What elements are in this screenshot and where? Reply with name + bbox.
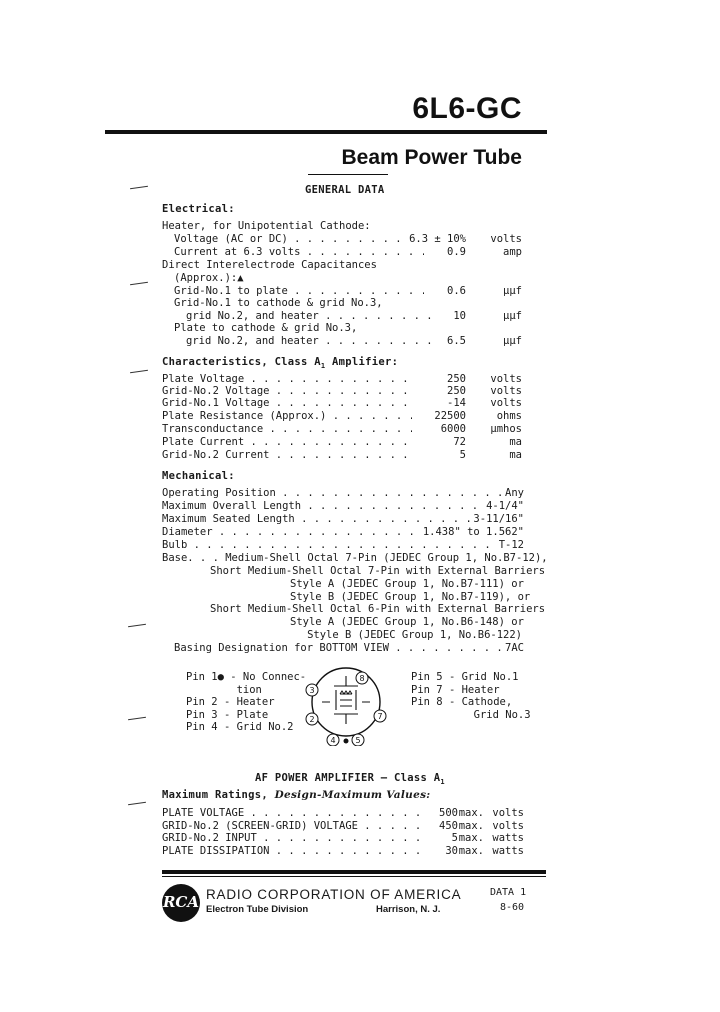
af-amplifier-heading: AF POWER AMPLIFIER — Class $A_1$ [255,772,445,787]
spec-unit: volts [490,385,522,397]
spec-label: Grid-No.2 Current . . . [162,449,412,462]
spec-unit: μμf [503,285,522,297]
spec-value: 6.5 [443,335,466,348]
issue-date: 8-60 [500,902,525,913]
pin-number: 5 [355,736,361,745]
pin-desc: Pin 7 - Heater [411,684,500,696]
spec-row [162,513,524,526]
spec-value: 22500 [430,410,466,423]
margin-mark [128,802,146,805]
base-line: Base. . . Medium-Shell Octal 7-Pin (JEDEC Group 1, No.B7-12), [162,552,548,564]
pin-desc: Pin 1● - No Connec- [186,671,307,683]
spec-value: 250 [443,385,466,398]
spec-label: grid No.2, and heater . . . [186,335,436,348]
pin-number: 3 [309,686,315,695]
spec-unit: volts [490,233,522,245]
spec-row [162,487,524,500]
spec-unit: volts [490,397,522,409]
subtitle-rule [308,174,388,175]
pin-desc: Pin 5 - Grid No.1 [411,671,519,683]
margin-mark [128,717,146,720]
pin-desc: Pin 8 - Cathode, [411,696,513,708]
margin-mark [130,370,148,373]
spec-unit: μμf [503,335,522,347]
division-name: Electron Tube Division [206,904,309,915]
spec-label-line1: Grid-No.1 to cathode & grid No.3, [174,297,383,309]
general-data-heading: GENERAL DATA [305,184,385,196]
key-dot [344,739,349,744]
basing-value: 7AC [502,642,524,655]
pin-number: 2 [309,715,315,724]
pin-desc: Grid No.3 [461,709,531,721]
spec-unit: μmhos [490,423,522,435]
spec-label: Operating Position . . . [162,487,502,500]
spec-row [162,539,524,552]
pin-number: 8 [359,674,365,683]
footer-rule [162,870,546,874]
electrical-heading: Electrical: [162,203,235,215]
rating-value: 30 [441,845,458,858]
characteristics-heading: Characteristics, Class $A_1$ Amplifier: [162,356,399,371]
spec-label: Plate Current . . . [162,436,412,449]
mechanical-heading: Mechanical: [162,470,235,482]
spec-value: T-12 [496,539,524,552]
spec-value: 6000 [437,423,466,436]
spec-value: 72 [449,436,466,449]
rating-row [162,845,524,858]
spec-label: Voltage (AC or DC) . . . [174,233,424,246]
heater-heading: Heater, for Unipotential Cathode: [162,220,371,232]
spec-value: 0.9 [443,246,466,259]
pin-desc: Pin 2 - Heater [186,696,275,708]
rating-label: GRID-No.2 INPUT . . . [162,832,422,845]
base-line: Short Medium-Shell Octal 6-Pin with External Barriers [210,603,546,615]
tube-type-subtitle: Beam Power Tube [341,146,522,169]
basing-row [174,642,524,655]
rating-label: PLATE DISSIPATION . . . [162,845,422,858]
rca-logo [162,884,200,922]
spec-row [162,436,522,449]
spec-label: Grid-No.2 Voltage . . . [162,385,412,398]
rating-value: 450 [435,820,458,833]
spec-label: Diameter . . . [162,526,502,539]
pin-number: 7 [377,712,383,721]
spec-value: 10 [449,310,466,323]
spec-value: 250 [443,373,466,386]
rating-row [162,807,524,820]
pin-desc: Pin 4 - Grid No.2 [186,721,294,733]
rating-max: max. [458,807,484,819]
spec-value: 6.3 ± 10% [405,233,466,246]
base-line: Style A (JEDEC Group 1, No.B6-148) or [290,616,524,628]
spec-row [162,500,524,513]
header-rule [105,130,547,134]
rca-logo-text: RCA [162,893,200,911]
spec-label: Maximum Overall Length . . . [162,500,502,513]
spec-unit: ma [509,449,522,461]
spec-value: -14 [443,397,466,410]
spec-unit: ma [509,436,522,448]
capacitance-heading: Direct Interelectrode Capacitances [162,259,377,271]
spec-row [186,335,522,348]
spec-unit: amp [503,246,522,258]
spec-label: Bulb . . . [162,539,502,552]
rating-max: max. [458,832,484,844]
spec-row [174,233,522,246]
spec-label: grid No.2, and heater . . . [186,310,436,323]
spec-row [162,526,524,539]
base-line: Short Medium-Shell Octal 7-Pin with External Barriers [210,565,546,577]
spec-row [174,246,522,259]
spec-value: 4-1/4" [483,500,524,513]
base-line: Style B (JEDEC Group 1, No.B6-122) [307,629,522,641]
spec-value: Any [502,487,524,500]
spec-label-line1: Plate to cathode & grid No.3, [174,322,358,334]
footer-rule-thin [162,876,546,877]
spec-unit: μμf [503,310,522,322]
rating-unit: watts [492,832,524,844]
rating-unit: volts [492,807,524,819]
spec-label: Transconductance . . . [162,423,412,436]
spec-row [162,410,522,423]
margin-mark [128,624,146,627]
pin-desc: Pin 3 - Plate [186,709,269,721]
rating-max: max. [458,820,484,832]
spec-value: 5 [456,449,466,462]
base-line: Style B (JEDEC Group 1, No.B7-119), or [290,591,531,603]
spec-unit: volts [490,373,522,385]
data-sheet-number: DATA 1 [490,887,527,898]
margin-mark [130,186,148,189]
spec-label: Current at 6.3 volts . . . [174,246,424,259]
spec-value: 1.438" to 1.562" [420,526,524,539]
pin-desc: tion [217,684,262,696]
tube-part-number: 6L6-GC [412,92,522,125]
spec-label: Grid-No.1 Voltage . . . [162,397,412,410]
spec-value: 0.6 [443,285,466,298]
ratings-heading: Maximum Ratings, Design-Maximum Values: [162,789,431,801]
rating-value: 500 [435,807,458,820]
spec-label: Maximum Seated Length . . . [162,513,502,526]
rating-unit: watts [492,845,524,857]
rating-max: max. [458,845,484,857]
rating-label: PLATE VOLTAGE . . . [162,807,422,820]
rating-row [162,832,524,845]
rating-unit: volts [492,820,524,832]
spec-row [162,423,522,436]
location: Harrison, N. J. [376,904,441,915]
pin-number: 4 [330,736,336,745]
spec-value: 3-11/16" [470,513,524,526]
tube-base-diagram [300,664,390,746]
rating-label: GRID-No.2 (SCREEN-GRID) VOLTAGE . . . [162,820,422,833]
spec-row [162,397,522,410]
spec-label: Grid-No.1 to plate . . . [174,285,424,298]
basing-label: Basing Designation for BOTTOM VIEW . . . [174,642,504,655]
spec-unit: ohms [496,410,522,422]
base-line: Style A (JEDEC Group 1, No.B7-111) or [290,578,524,590]
company-name: RADIO CORPORATION OF AMERICA [206,887,462,902]
spec-row [162,449,522,462]
spec-label: Plate Resistance (Approx.) . . . [162,410,412,423]
capacitance-heading-cont: (Approx.):▲ [174,272,244,284]
margin-mark [130,282,148,285]
spec-label: Plate Voltage . . . [162,373,412,386]
rating-value: 5 [448,832,458,845]
